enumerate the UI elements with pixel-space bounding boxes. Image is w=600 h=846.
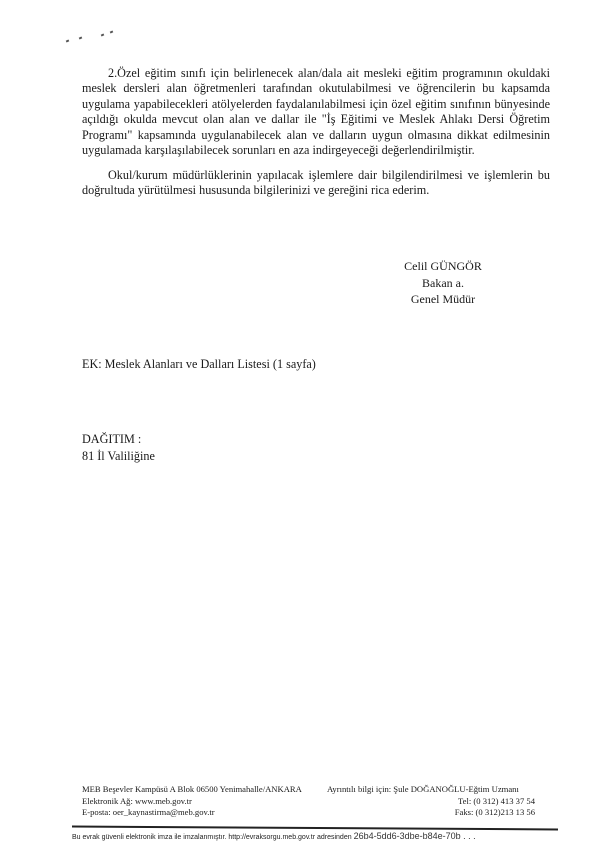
footer-divider — [72, 826, 558, 831]
signatory-name: Celil GÜNGÖR — [404, 259, 482, 273]
body-paragraph-2 — [82, 168, 550, 199]
footer-email: E-posta: oer_kaynastirma@meb.gov.tr — [82, 807, 215, 817]
body-paragraph-1 — [82, 66, 550, 158]
scan-artifact-marks — [66, 28, 126, 48]
footer-fax: Faks: (0 312)213 13 56 — [454, 807, 535, 817]
footer-web: Elektronik Ağ: www.meb.gov.tr — [82, 795, 192, 806]
distribution-heading: DAĞITIM : — [82, 432, 142, 446]
attachment-note: EK: Meslek Alanları ve Dalları Listesi (1 sayfa) — [82, 357, 316, 371]
footer-contact-block — [327, 784, 589, 819]
verification-text: Bu evrak güvenli elektronik imza ile imzalanmıştır. http://evraksorgu.meb.gov.tr adresinden — [72, 834, 354, 841]
distribution-block — [82, 431, 155, 465]
footer-address: MEB Beşevler Kampüsü A Blok 06500 Yenimahalle/ANKARA — [82, 784, 302, 794]
verification-code: 26b4-5dd6-3dbe-b84e-70b . . . — [353, 831, 476, 841]
distribution-recipient: 81 İl Valiliğine — [82, 449, 155, 463]
paragraph-text: Okul/kurum müdürlüklerinin yapılacak işlemlere dair bilgilendirilmesi ve işlemlerin bu doğrultuda yürütülmesi hususunda bilgilerinizi ve gereğini rica ederim. — [82, 168, 550, 198]
signatory-title: Genel Müdür — [410, 292, 476, 306]
signatory-authority: Bakan a. — [422, 275, 464, 290]
footer-contact-person: Ayrıntılı bilgi için: Şule DOĞANOĞLU-Eğtim Uzmanı — [327, 784, 519, 794]
signature-block — [388, 258, 498, 308]
footer-tel: Tel: (0 312) 413 37 54 — [458, 795, 535, 806]
footer-address-block — [82, 784, 302, 819]
e-signature-verification — [72, 831, 476, 841]
paragraph-text: 2.Özel eğitim sınıfı için belirlenecek alan/dala ait mesleki eğitim programının okuldaki meslek dersleri alan öğretmenleri tarafından okutulabilmesi ve öğrencilerin bu kapsamda uygulama yapabilecekleri atölyelerden faydalanılabilmesi için özel eğitim sınıfının bünyesinde açıldığı okulda mevcut olan alan ve dallar ile "İş Eğitimi ve Meslek Ahlakı Dersi Öğretim Programı" kapsamında uygulanabilecek alan ve dalların uygun olmasına dikkat edilmesinin uygulamada karşılaşılabilecek sorunları en aza indirgeyeceği değerlendirilmiştir. — [82, 66, 550, 158]
